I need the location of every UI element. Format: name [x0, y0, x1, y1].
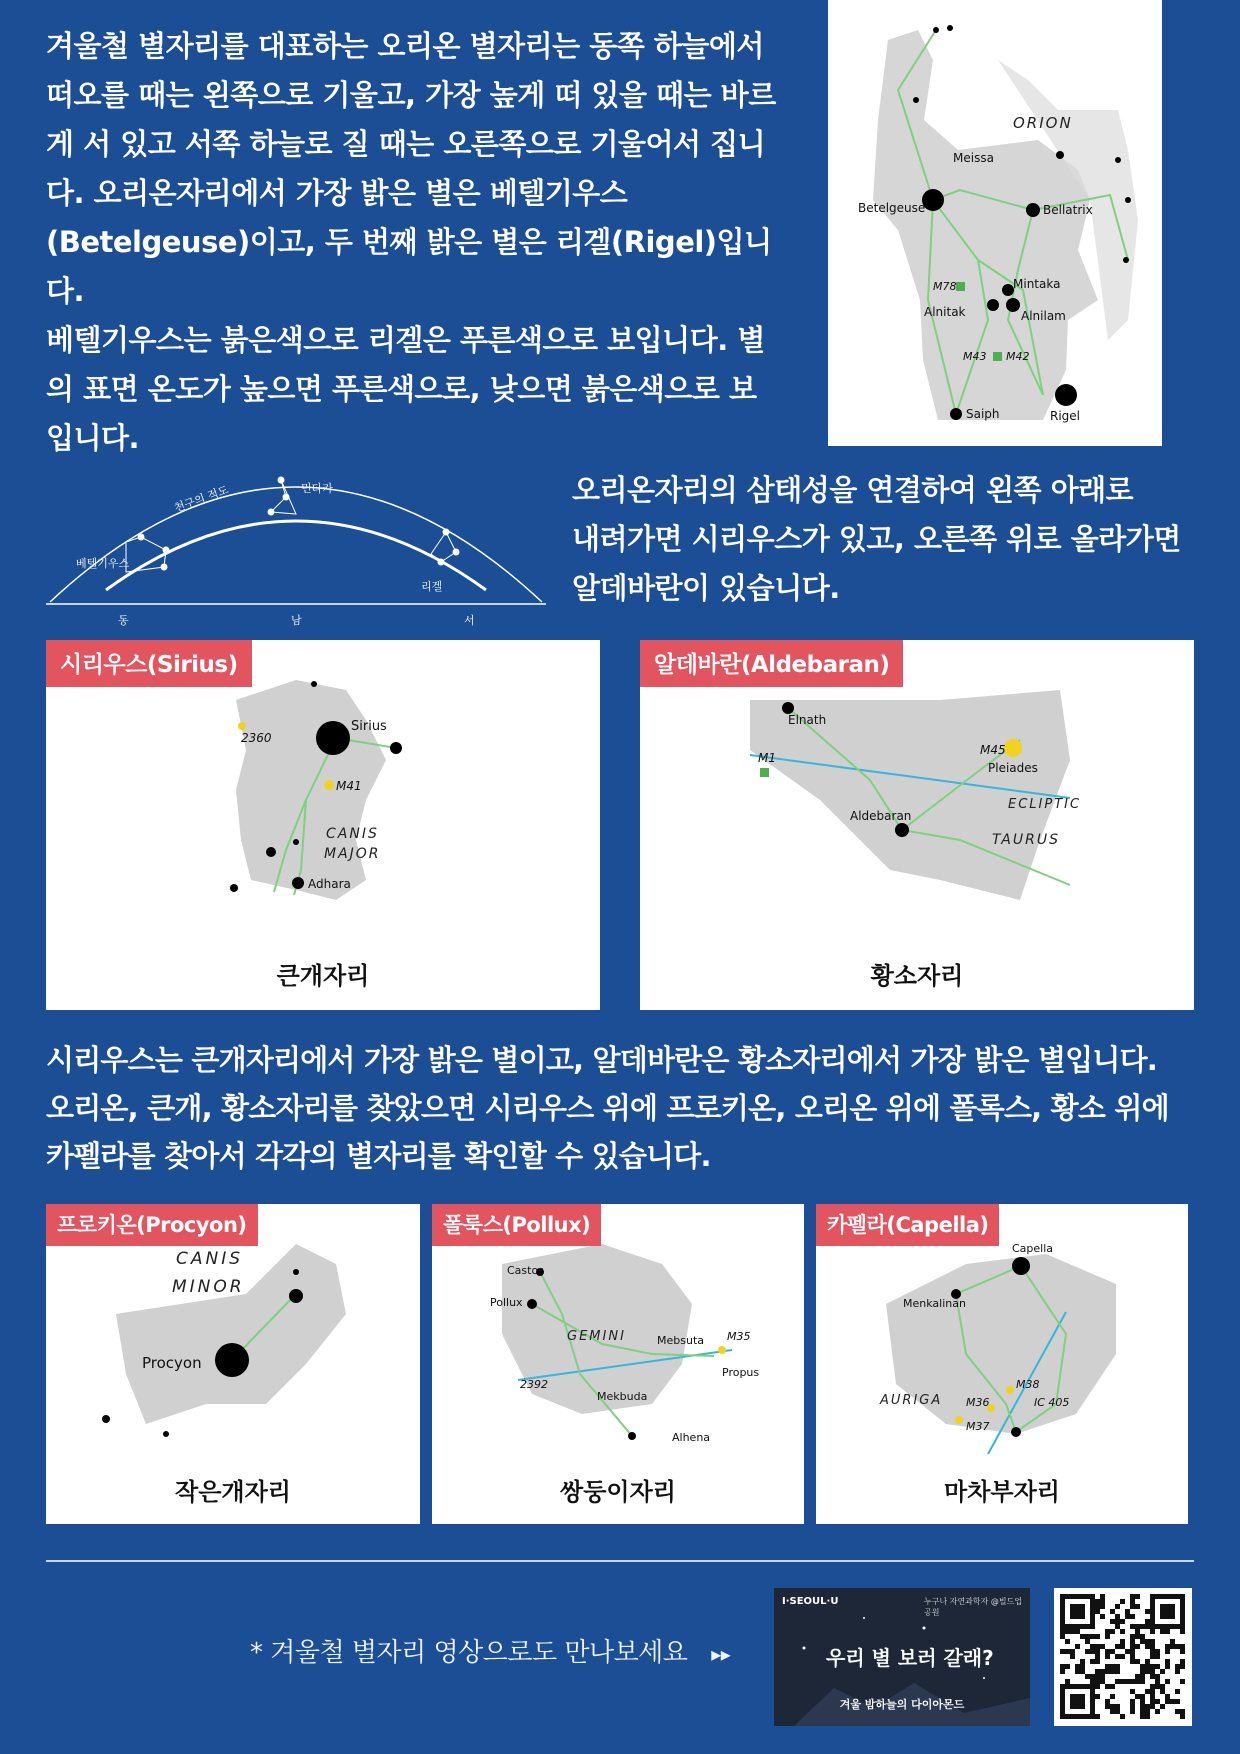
footer-note — [250, 1632, 730, 1669]
aldebaran-caption: 황소자리 — [870, 962, 964, 990]
pollux-caption: 쌍둥이자리 — [560, 1478, 676, 1506]
rigel-label: 리겔 — [421, 580, 443, 593]
intro-line: 입니다. — [46, 421, 140, 455]
canis-minor-label-1: CANIS — [176, 1249, 244, 1269]
star-label-capella: Capella — [1012, 1242, 1054, 1255]
mid-line: 시리우스는 큰개자리에서 가장 밝은 별이고, 알데바란은 황소자리에서 가장 밝은 별입니다. — [46, 1043, 1158, 1077]
object-label-m45: M45 — [980, 743, 1006, 757]
aldebaran-tag: 알데바란(Aldebaran) — [640, 640, 903, 687]
footer-divider — [46, 1560, 1194, 1562]
taurus-figure — [640, 640, 1194, 1010]
object-label-m1: M1 — [758, 751, 776, 765]
video-caption: 겨울 밤하늘의 다이아몬드 — [839, 1698, 965, 1711]
object-label-2360: 2360 — [241, 731, 272, 745]
object-label-m37: M37 — [966, 1420, 990, 1433]
ecliptic-label: ECLIPTIC — [1008, 797, 1082, 812]
star-label-alnilam: Alnilam — [1021, 309, 1066, 323]
star-label-pleiades: Pleiades — [988, 761, 1038, 775]
object-label-m41: M41 — [336, 779, 362, 793]
qr-code[interactable] — [1054, 1588, 1192, 1726]
qr-code-icon — [1054, 1588, 1192, 1726]
capella-caption: 마차부자리 — [944, 1478, 1060, 1506]
star-label-alnitak: Alnitak — [924, 305, 966, 319]
star-label-procyon: Procyon — [142, 1354, 202, 1372]
footer-note-text: * 겨울철 별자리 영상으로도 만나보세요 — [250, 1638, 688, 1668]
procyon-tag: 프로키온(Procyon) — [46, 1204, 258, 1246]
capella-tag: 카펠라(Capella) — [816, 1204, 999, 1246]
auriga-label: AURIGA — [880, 1393, 943, 1408]
aldebaran-panel — [640, 640, 1194, 1010]
canis-minor-label-2: MINOR — [172, 1277, 245, 1297]
canis-major-label-1: CANIS — [326, 826, 379, 842]
intro-line: 다. 오리온자리에서 가장 밝은 별은 베텔기우스 — [46, 176, 628, 210]
object-label-m35: M35 — [727, 1330, 751, 1343]
star-label-betelgeuse: Betelgeuse — [858, 201, 926, 215]
object-label-m78: M78 — [933, 280, 957, 293]
video-title: 우리 별 보러 갈래? — [826, 1646, 994, 1670]
orion-constellation-label: ORION — [1013, 114, 1073, 132]
equator-label: 천구의 적도 — [172, 483, 231, 515]
star-label-elnath: Elnath — [788, 713, 827, 727]
object-label-m42: M42 — [1006, 350, 1030, 363]
west-label: 서 — [464, 614, 475, 627]
mid-line: 카펠라를 찾아서 각각의 별자리를 확인할 수 있습니다. — [46, 1139, 711, 1173]
orion-chart — [828, 0, 1162, 446]
star-label-rigel: Rigel — [1050, 409, 1081, 423]
betelgeuse-label: 베텔기우스 — [76, 557, 130, 570]
object-label-ic405: IC 405 — [1034, 1396, 1070, 1409]
gemini-label: GEMINI — [567, 1329, 626, 1344]
star-label-pollux: Pollux — [490, 1296, 523, 1309]
mid-paragraph — [46, 1036, 1206, 1180]
object-label-2392: 2392 — [520, 1378, 548, 1391]
star-label-aldebaran: Aldebaran — [850, 809, 912, 823]
intro-line: 떠오를 때는 왼쪽으로 기울고, 가장 높게 떠 있을 때는 바르 — [46, 78, 776, 112]
star-label-sirius: Sirius — [351, 719, 387, 734]
video-brand: I·SEOUL·U — [782, 1596, 839, 1607]
intro-line: 겨울철 별자리를 대표하는 오리온 별자리는 동쪽 하늘에서 — [46, 29, 764, 63]
intro-line: 베텔기우스는 붉은색으로 리겔은 푸른색으로 보입니다. 별 — [46, 323, 765, 357]
arrow-icon: ▸▸ — [711, 1642, 731, 1666]
belt-line: 내려가면 시리우스가 있고, 오른쪽 위로 올라가면 — [572, 522, 1181, 556]
orion-figure — [828, 0, 1162, 446]
intro-line: (Betelgeuse)이고, 두 번째 밝은 별은 리겔(Rigel)입니다. — [46, 225, 772, 308]
object-label-m38: M38 — [1016, 1378, 1040, 1391]
video-sub: 누구나 자연과학자 @빌드업공원 — [924, 1597, 1023, 1617]
star-label-adhara: Adhara — [308, 877, 351, 891]
star-label-menkalinan: Menkalinan — [903, 1297, 966, 1310]
taurus-label: TAURUS — [992, 832, 1060, 848]
object-label-m36: M36 — [966, 1396, 990, 1409]
belt-paragraph — [572, 466, 1192, 613]
star-label-alhena: Alhena — [672, 1431, 711, 1444]
intro-line: 게 서 있고 서쪽 하늘로 질 때는 오른쪽으로 기울어서 집니 — [46, 127, 766, 161]
star-label-saiph: Saiph — [966, 407, 1000, 421]
star-label-mintaka: Mintaka — [1013, 277, 1061, 291]
pollux-tag: 폴룩스(Pollux) — [432, 1204, 601, 1246]
star-label-mebsuta: Mebsuta — [657, 1334, 704, 1347]
south-label: 남 — [291, 614, 302, 627]
east-label: 동 — [118, 614, 129, 627]
star-label-propus: Propus — [722, 1366, 760, 1379]
mid-line: 오리온, 큰개, 황소자리를 찾았으면 시리우스 위에 프로키온, 오리온 위에 폴록스, 황소 위에 — [46, 1091, 1169, 1125]
intro-line: 의 표면 온도가 높으면 푸른색으로, 낮으면 붉은색으로 보 — [46, 372, 757, 406]
canis-major-label-2: MAJOR — [324, 846, 381, 862]
star-label-meissa: Meissa — [953, 151, 994, 165]
intro-paragraph — [46, 22, 786, 463]
star-label-castor: Castor — [507, 1264, 543, 1277]
capella-panel — [816, 1204, 1188, 1524]
belt-line: 오리온자리의 삼태성을 연결하여 왼쪽 아래로 — [572, 473, 1134, 507]
sirius-tag: 시리우스(Sirius) — [46, 640, 252, 687]
object-label-m43: M43 — [963, 350, 987, 363]
canis-major-figure — [46, 640, 600, 1010]
star-label-bellatrix: Bellatrix — [1043, 203, 1093, 217]
sirius-panel — [46, 640, 600, 1010]
sirius-caption: 큰개자리 — [276, 962, 370, 990]
sky-dome-diagram — [46, 432, 546, 632]
star-label-mekbuda: Mekbuda — [597, 1390, 648, 1403]
procyon-panel — [46, 1204, 420, 1524]
mintaka-label: 민타카 — [301, 482, 333, 495]
belt-line: 알데바란이 있습니다. — [572, 571, 840, 605]
pollux-panel — [432, 1204, 804, 1524]
video-thumbnail[interactable] — [774, 1588, 1030, 1726]
procyon-caption: 작은개자리 — [175, 1478, 291, 1506]
